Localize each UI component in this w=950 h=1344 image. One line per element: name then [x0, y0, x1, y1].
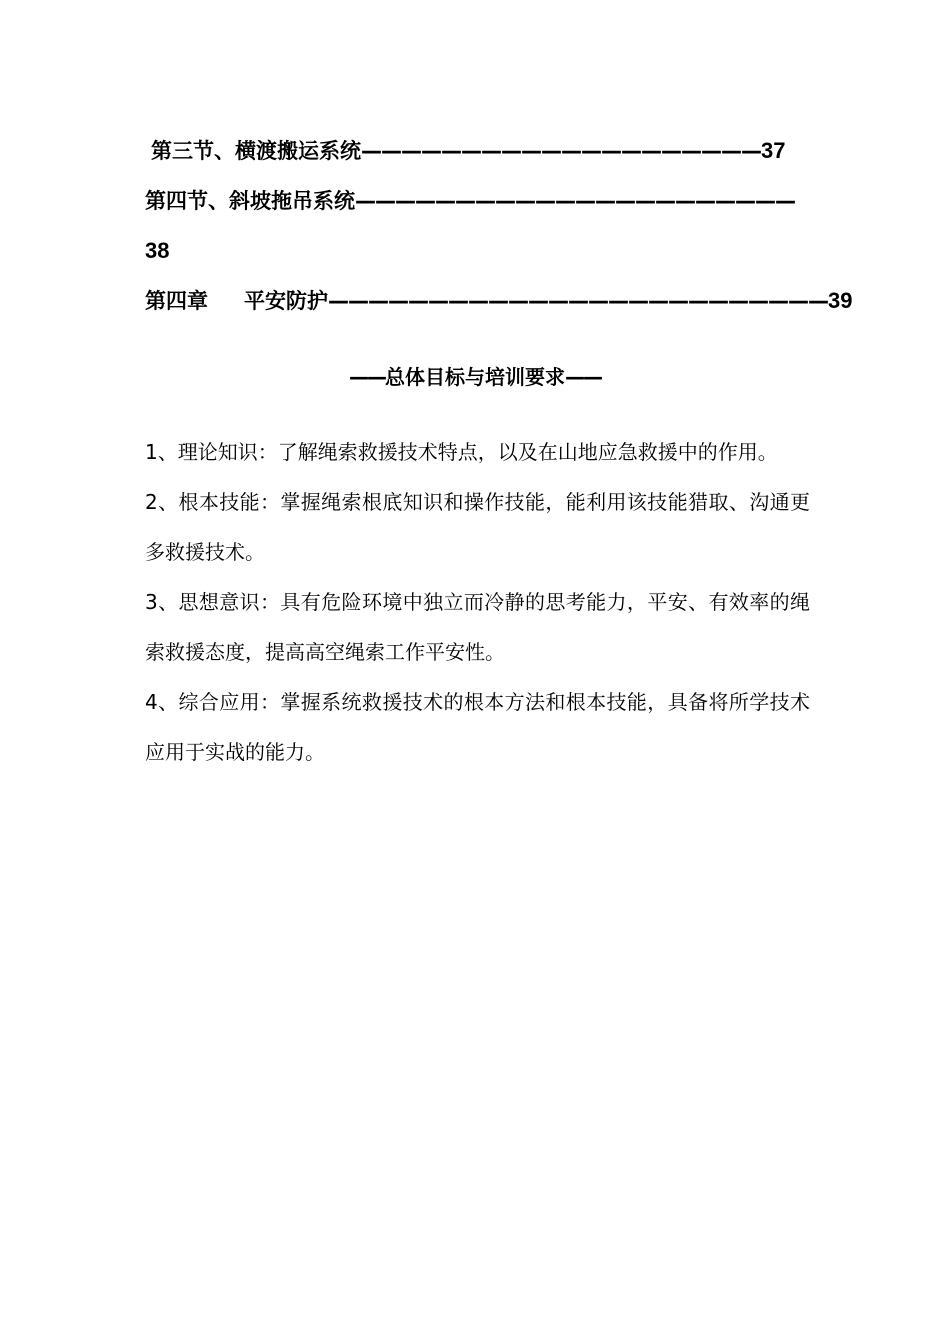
toc-entry-title: 平安防护: [244, 289, 328, 313]
toc-chapter-label: 第四章: [145, 289, 208, 313]
toc-page-number: 37: [761, 138, 786, 163]
toc-entry-section-4: [145, 184, 805, 218]
objective-item: 4、综合应用：掌握系统救援技术的根本方法和根本技能，具备将所学技术应用于实战的能力。: [145, 690, 810, 764]
toc-leader: ————————————————————: [361, 139, 761, 163]
toc-entry-title: 第三节、横渡搬运系统: [151, 139, 361, 163]
heading-dash-left: ——: [349, 365, 385, 389]
objective-item: 3、思想意识：具有危险环境中独立而冷静的思考能力，平安、有效率的绳索救援态度，提高高空绳索工作平安性。: [145, 590, 810, 664]
toc-entry-section-3: [151, 134, 811, 168]
toc-page-number: 38: [145, 238, 170, 263]
toc-entry-chapter-4: [145, 284, 853, 318]
toc-leader: —————————————————————————: [328, 289, 828, 313]
heading-text: 总体目标与培训要求: [385, 365, 565, 389]
toc-leader: ——————————————————————: [355, 189, 795, 213]
heading-dash-right: ——: [565, 365, 601, 389]
objective-item: 1、理论知识：了解绳索救援技术特点，以及在山地应急救援中的作用。: [145, 440, 778, 464]
objective-item: 2、根本技能：掌握绳索根底知识和操作技能，能利用该技能猎取、沟通更多救援技术。: [145, 490, 810, 564]
toc-entry-title: 第四节、斜坡拖吊系统: [145, 189, 355, 213]
toc-page-number: 39: [828, 288, 853, 313]
objectives-list: [145, 427, 810, 777]
section-heading: [0, 360, 950, 394]
